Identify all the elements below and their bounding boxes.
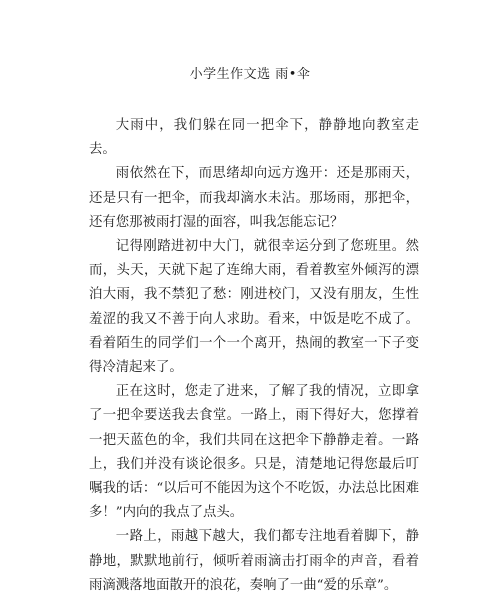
paragraph: 雨依然在下，而思绪却向远方逸开：还是那雨天，还是只有一把伞，而我却滴水未沾。那场雨，那把伞，还有您那被雨打湿的面容，叫我怎能忘记？ — [89, 166, 419, 230]
document-body — [89, 114, 419, 598]
paragraph: 记得刚踏进初中大门，就很幸运分到了您班里。然而，头天，天就下起了连绵大雨，看着教室外倾泻的漂泊大雨，我不禁犯了愁：刚进校门，又没有朋友，生性羞涩的我又不善于向人求助。看来，中饭是吃不成了。看着陌生的同学们一个一个离开，热闹的教室一下子变得冷清起来了。 — [89, 239, 419, 376]
document-title: 小学生作文选 雨•伞 — [189, 67, 311, 82]
paragraph: 大雨中，我们躲在同一把伞下，静静地向教室走去。 — [89, 118, 419, 158]
paragraph: 一路上，雨越下越大，我们都专注地看着脚下，静静地，默默地前行，倾听着雨滴击打雨伞的声音，看着雨滴溅落地面散开的浪花，奏响了一曲“爱的乐章”。 — [89, 529, 419, 593]
paragraph: 正在这时，您走了进来，了解了我的情况，立即拿了一把伞要送我去食堂。一路上，雨下得好大，您撑着一把天蓝色的伞，我们共同在这把伞下静静走着。一路上，我们并没有谈论很多。只是，清楚地记得您最后叮嘱我的话：“以后可不能因为这个不吃饭，办法总比困难多！”内向的我点了点头。 — [89, 384, 419, 521]
